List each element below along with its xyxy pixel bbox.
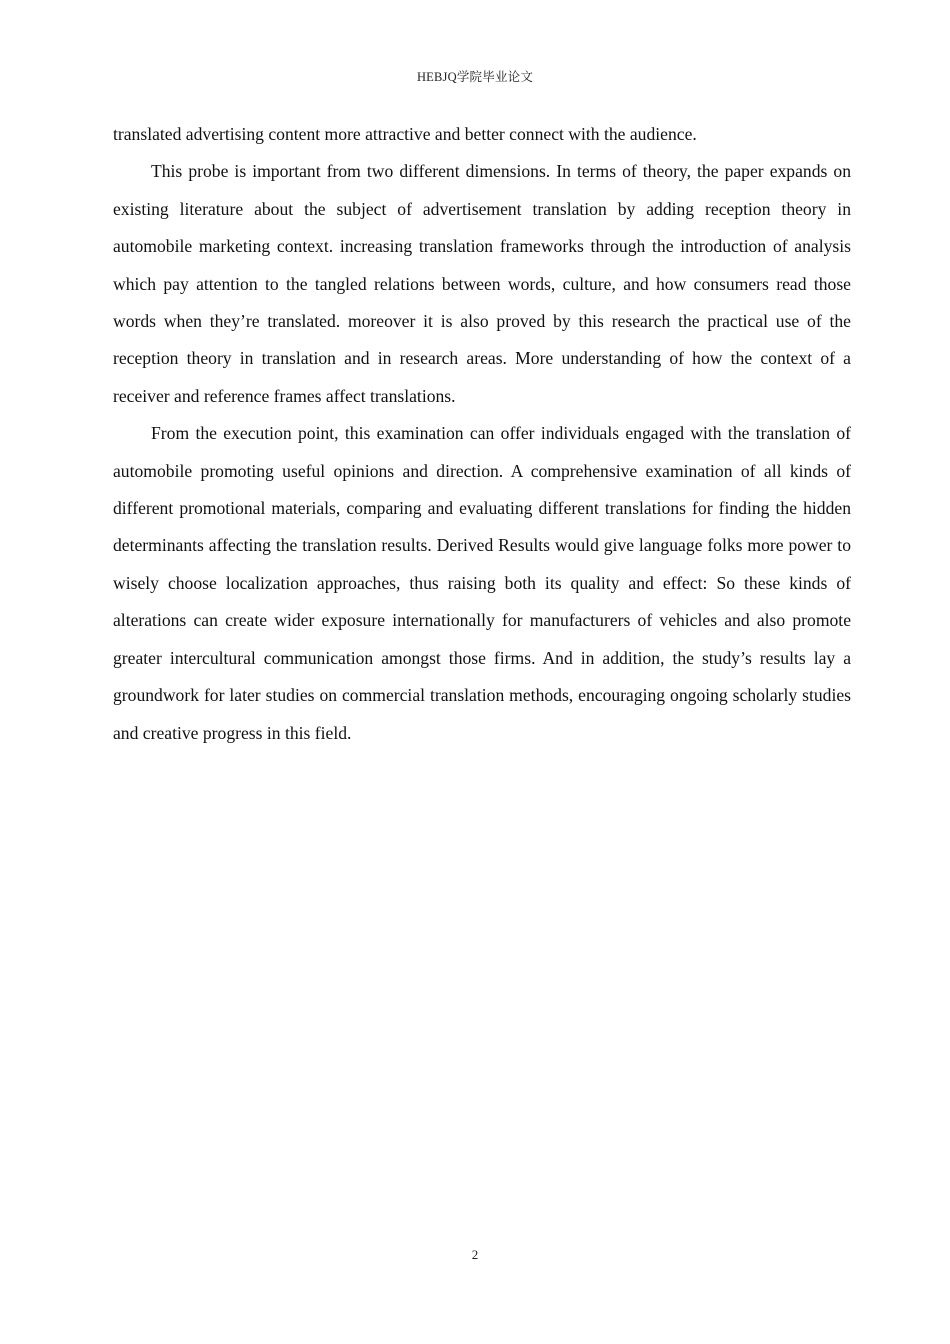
paragraph-practical-significance: From the execution point, this examination can offer individuals engaged with the translation of automobile promoting useful opinions and direction. A comprehensive examination of all kinds of different promotional materials, comparing and evaluating different translations for finding the hidden determinants affecting the translation results. Derived Results would give language folks more power to wisely choose localization approaches, thus raising both its quality and effect: So these kinds of alterations can create wider exposure internationally for manufacturers of vehicles and also promote greater intercultural communication amongst those firms. And in addition, the study’s results lay a groundwork for later studies on commercial translation methods, encouraging ongoing scholarly studies and creative progress in this field.	[113, 423, 851, 743]
body-text	[113, 116, 851, 752]
paragraph-continuation: translated advertising content more attractive and better connect with the audience.	[113, 124, 697, 144]
running-header: HEBJQ学院毕业论文	[416, 70, 534, 84]
page-number: 2	[471, 1247, 479, 1262]
paragraph-theory-significance: This probe is important from two different dimensions. In terms of theory, the paper expands on existing literature about the subject of advertisement translation by adding reception theory in automobile marketing context. increasing translation frameworks through the introduction of analysis which pay attention to the tangled relations between words, culture, and how consumers read those words when they’re translated. moreover it is also proved by this research the practical use of the reception theory in translation and in research areas. More understanding of how the context of a receiver and reference frames affect translations.	[113, 161, 851, 406]
